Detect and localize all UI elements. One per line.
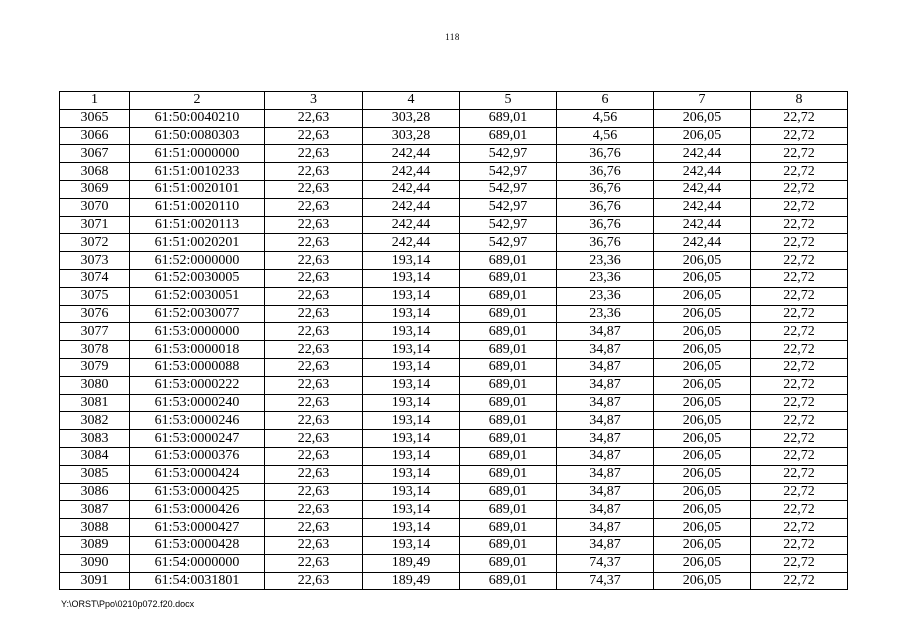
table-cell: 3075 [60, 287, 130, 305]
table-cell: 22,72 [751, 323, 848, 341]
table-cell: 193,14 [363, 501, 460, 519]
table-cell: 22,63 [265, 180, 363, 198]
table-cell: 34,87 [557, 358, 654, 376]
table-cell: 34,87 [557, 501, 654, 519]
table-cell: 3076 [60, 305, 130, 323]
table-cell: 689,01 [460, 305, 557, 323]
table-cell: 3071 [60, 216, 130, 234]
table-cell: 206,05 [654, 572, 751, 590]
table-cell: 689,01 [460, 341, 557, 359]
table-cell: 61:53:0000018 [130, 341, 265, 359]
table-cell: 22,72 [751, 341, 848, 359]
table-cell: 689,01 [460, 412, 557, 430]
table-cell: 542,97 [460, 234, 557, 252]
table-cell: 206,05 [654, 269, 751, 287]
table-cell: 22,72 [751, 465, 848, 483]
table-cell: 22,63 [265, 323, 363, 341]
table-cell: 3065 [60, 109, 130, 127]
table-row [60, 145, 848, 163]
table-cell: 193,14 [363, 323, 460, 341]
table-cell: 689,01 [460, 536, 557, 554]
table-cell: 3082 [60, 412, 130, 430]
table-cell: 3083 [60, 430, 130, 448]
table-cell: 3072 [60, 234, 130, 252]
table-cell: 689,01 [460, 430, 557, 448]
table-cell: 689,01 [460, 323, 557, 341]
table-cell: 22,63 [265, 163, 363, 181]
table-cell: 206,05 [654, 358, 751, 376]
table-cell: 61:51:0020110 [130, 198, 265, 216]
table-cell: 22,63 [265, 145, 363, 163]
table-cell: 61:53:0000000 [130, 323, 265, 341]
table-cell: 3069 [60, 180, 130, 198]
table-cell: 189,49 [363, 554, 460, 572]
table-cell: 3091 [60, 572, 130, 590]
table-cell: 193,14 [363, 412, 460, 430]
table-cell: 193,14 [363, 394, 460, 412]
page-number: 118 [445, 32, 460, 42]
table-row [60, 180, 848, 198]
table-cell: 61:53:0000247 [130, 430, 265, 448]
table-cell: 3087 [60, 501, 130, 519]
table-row [60, 269, 848, 287]
table-cell: 22,72 [751, 180, 848, 198]
table-cell: 3077 [60, 323, 130, 341]
table-cell: 36,76 [557, 163, 654, 181]
table-cell: 61:53:0000426 [130, 501, 265, 519]
table-cell: 3089 [60, 536, 130, 554]
table-cell: 22,63 [265, 305, 363, 323]
table-cell: 193,14 [363, 269, 460, 287]
table-cell: 689,01 [460, 252, 557, 270]
table-cell: 689,01 [460, 447, 557, 465]
column-header-6: 6 [557, 92, 654, 110]
table-cell: 22,63 [265, 483, 363, 501]
table-cell: 61:51:0000000 [130, 145, 265, 163]
table-row [60, 341, 848, 359]
table-row [60, 305, 848, 323]
table-row [60, 127, 848, 145]
table-cell: 689,01 [460, 287, 557, 305]
table-row [60, 376, 848, 394]
table-cell: 22,72 [751, 430, 848, 448]
table-cell: 61:54:0000000 [130, 554, 265, 572]
table-cell: 4,56 [557, 127, 654, 145]
table-cell: 689,01 [460, 376, 557, 394]
table-cell: 689,01 [460, 572, 557, 590]
table-cell: 22,63 [265, 287, 363, 305]
table-cell: 689,01 [460, 501, 557, 519]
table-cell: 193,14 [363, 376, 460, 394]
table-cell: 206,05 [654, 252, 751, 270]
table-row [60, 252, 848, 270]
table-cell: 542,97 [460, 180, 557, 198]
table-cell: 689,01 [460, 554, 557, 572]
table-cell: 22,63 [265, 376, 363, 394]
table-cell: 22,72 [751, 163, 848, 181]
table-cell: 206,05 [654, 554, 751, 572]
table-cell: 242,44 [363, 145, 460, 163]
table-row [60, 412, 848, 430]
table-cell: 3088 [60, 519, 130, 537]
table-cell: 193,14 [363, 483, 460, 501]
table-cell: 206,05 [654, 465, 751, 483]
table-row [60, 447, 848, 465]
table-cell: 206,05 [654, 430, 751, 448]
table-cell: 74,37 [557, 572, 654, 590]
table-cell: 22,63 [265, 198, 363, 216]
file-path-footer: Y:\ORST\Ppo\0210p072.f20.docx [61, 599, 195, 609]
table-cell: 542,97 [460, 216, 557, 234]
column-header-5: 5 [460, 92, 557, 110]
table-cell: 22,72 [751, 536, 848, 554]
table-cell: 22,63 [265, 109, 363, 127]
table-cell: 22,63 [265, 430, 363, 448]
table-cell: 193,14 [363, 447, 460, 465]
table-cell: 23,36 [557, 287, 654, 305]
table-cell: 689,01 [460, 109, 557, 127]
table-cell: 242,44 [363, 180, 460, 198]
table-row [60, 323, 848, 341]
table-row [60, 287, 848, 305]
table-cell: 22,72 [751, 376, 848, 394]
table-cell: 193,14 [363, 465, 460, 483]
table-cell: 193,14 [363, 358, 460, 376]
column-header-2: 2 [130, 92, 265, 110]
table-row [60, 501, 848, 519]
table-cell: 689,01 [460, 394, 557, 412]
table-cell: 34,87 [557, 519, 654, 537]
table-cell: 542,97 [460, 145, 557, 163]
table-cell: 206,05 [654, 127, 751, 145]
table-cell: 242,44 [363, 216, 460, 234]
table-cell: 193,14 [363, 252, 460, 270]
column-header-4: 4 [363, 92, 460, 110]
table-cell: 22,63 [265, 536, 363, 554]
table-cell: 61:52:0000000 [130, 252, 265, 270]
table-cell: 61:53:0000428 [130, 536, 265, 554]
table-cell: 242,44 [654, 234, 751, 252]
table-cell: 22,72 [751, 269, 848, 287]
table-cell: 34,87 [557, 341, 654, 359]
table-cell: 61:51:0010233 [130, 163, 265, 181]
table-cell: 34,87 [557, 536, 654, 554]
table-cell: 242,44 [654, 145, 751, 163]
table-row [60, 216, 848, 234]
table-cell: 3078 [60, 341, 130, 359]
table-cell: 193,14 [363, 519, 460, 537]
table-cell: 61:52:0030051 [130, 287, 265, 305]
table-row [60, 358, 848, 376]
table-cell: 36,76 [557, 180, 654, 198]
table-cell: 22,72 [751, 252, 848, 270]
table-cell: 22,72 [751, 394, 848, 412]
table-cell: 34,87 [557, 394, 654, 412]
table-cell: 3068 [60, 163, 130, 181]
table-cell: 61:53:0000424 [130, 465, 265, 483]
table-row [60, 572, 848, 590]
table-cell: 22,63 [265, 554, 363, 572]
table-cell: 22,72 [751, 447, 848, 465]
table-cell: 36,76 [557, 198, 654, 216]
table-cell: 189,49 [363, 572, 460, 590]
table-cell: 22,72 [751, 572, 848, 590]
table-cell: 61:54:0031801 [130, 572, 265, 590]
table-cell: 3074 [60, 269, 130, 287]
table-cell: 3073 [60, 252, 130, 270]
table-cell: 206,05 [654, 412, 751, 430]
table-cell: 206,05 [654, 501, 751, 519]
table-cell: 206,05 [654, 323, 751, 341]
table-cell: 61:51:0020101 [130, 180, 265, 198]
table-cell: 22,72 [751, 145, 848, 163]
table-row [60, 465, 848, 483]
table-cell: 3067 [60, 145, 130, 163]
table-cell: 242,44 [654, 163, 751, 181]
table-cell: 36,76 [557, 216, 654, 234]
table-cell: 689,01 [460, 269, 557, 287]
table-cell: 303,28 [363, 127, 460, 145]
table-cell: 22,72 [751, 234, 848, 252]
table-row [60, 554, 848, 572]
table-cell: 22,72 [751, 198, 848, 216]
table-cell: 61:51:0020113 [130, 216, 265, 234]
table-cell: 34,87 [557, 323, 654, 341]
table-cell: 61:52:0030077 [130, 305, 265, 323]
table-cell: 74,37 [557, 554, 654, 572]
table-cell: 22,63 [265, 252, 363, 270]
table-cell: 242,44 [654, 198, 751, 216]
table-cell: 34,87 [557, 412, 654, 430]
data-table [59, 91, 848, 590]
table-cell: 689,01 [460, 465, 557, 483]
table-cell: 22,72 [751, 501, 848, 519]
table-cell: 193,14 [363, 341, 460, 359]
table-cell: 206,05 [654, 519, 751, 537]
table-cell: 193,14 [363, 430, 460, 448]
table-cell: 22,63 [265, 216, 363, 234]
table-cell: 689,01 [460, 358, 557, 376]
table-cell: 22,63 [265, 358, 363, 376]
table-cell: 23,36 [557, 252, 654, 270]
table-cell: 61:53:0000427 [130, 519, 265, 537]
table-cell: 34,87 [557, 430, 654, 448]
table-header [60, 92, 848, 110]
table-cell: 61:52:0030005 [130, 269, 265, 287]
table-row [60, 109, 848, 127]
table-cell: 303,28 [363, 109, 460, 127]
table-row [60, 234, 848, 252]
table-cell: 22,72 [751, 216, 848, 234]
table-cell: 23,36 [557, 269, 654, 287]
table-cell: 3090 [60, 554, 130, 572]
table-cell: 22,63 [265, 269, 363, 287]
table-cell: 22,63 [265, 412, 363, 430]
table-cell: 22,72 [751, 358, 848, 376]
table-cell: 542,97 [460, 163, 557, 181]
table-cell: 689,01 [460, 483, 557, 501]
table-cell: 22,63 [265, 465, 363, 483]
table-cell: 22,72 [751, 127, 848, 145]
table-cell: 3086 [60, 483, 130, 501]
table-cell: 206,05 [654, 536, 751, 554]
table-cell: 22,72 [751, 483, 848, 501]
table-cell: 193,14 [363, 287, 460, 305]
table-cell: 22,72 [751, 287, 848, 305]
header-row [60, 92, 848, 110]
table-cell: 206,05 [654, 447, 751, 465]
column-header-3: 3 [265, 92, 363, 110]
table-cell: 3070 [60, 198, 130, 216]
table-cell: 242,44 [363, 234, 460, 252]
column-header-7: 7 [654, 92, 751, 110]
table-cell: 61:50:0080303 [130, 127, 265, 145]
table-cell: 206,05 [654, 287, 751, 305]
table-cell: 23,36 [557, 305, 654, 323]
table-cell: 242,44 [363, 198, 460, 216]
table-cell: 242,44 [654, 180, 751, 198]
table-row [60, 519, 848, 537]
table-cell: 34,87 [557, 376, 654, 394]
table-body [60, 109, 848, 590]
table-cell: 4,56 [557, 109, 654, 127]
table-cell: 61:51:0020201 [130, 234, 265, 252]
table-cell: 61:53:0000376 [130, 447, 265, 465]
table-cell: 193,14 [363, 536, 460, 554]
table-cell: 206,05 [654, 341, 751, 359]
table-cell: 34,87 [557, 483, 654, 501]
table-cell: 61:53:0000425 [130, 483, 265, 501]
table-cell: 34,87 [557, 465, 654, 483]
table-cell: 3081 [60, 394, 130, 412]
table-cell: 242,44 [654, 216, 751, 234]
table-cell: 3079 [60, 358, 130, 376]
table-cell: 22,72 [751, 305, 848, 323]
table-cell: 22,63 [265, 341, 363, 359]
table-cell: 22,72 [751, 519, 848, 537]
table-cell: 206,05 [654, 483, 751, 501]
table-cell: 689,01 [460, 127, 557, 145]
table-cell: 206,05 [654, 394, 751, 412]
table-cell: 61:53:0000088 [130, 358, 265, 376]
table-cell: 61:53:0000246 [130, 412, 265, 430]
table-cell: 193,14 [363, 305, 460, 323]
table-cell: 61:53:0000222 [130, 376, 265, 394]
table-cell: 242,44 [363, 163, 460, 181]
table-cell: 22,63 [265, 234, 363, 252]
table-cell: 34,87 [557, 447, 654, 465]
table-cell: 3084 [60, 447, 130, 465]
table-cell: 22,63 [265, 501, 363, 519]
table-cell: 61:53:0000240 [130, 394, 265, 412]
table-row [60, 430, 848, 448]
table-cell: 3085 [60, 465, 130, 483]
table-cell: 22,72 [751, 109, 848, 127]
table-row [60, 536, 848, 554]
table-cell: 3080 [60, 376, 130, 394]
table-row [60, 483, 848, 501]
column-header-1: 1 [60, 92, 130, 110]
table-row [60, 198, 848, 216]
column-header-8: 8 [751, 92, 848, 110]
table-cell: 22,63 [265, 447, 363, 465]
table-cell: 22,72 [751, 412, 848, 430]
table-cell: 22,63 [265, 572, 363, 590]
table-cell: 206,05 [654, 376, 751, 394]
table-cell: 36,76 [557, 145, 654, 163]
table-cell: 542,97 [460, 198, 557, 216]
table-cell: 689,01 [460, 519, 557, 537]
table-cell: 22,63 [265, 394, 363, 412]
table-cell: 22,63 [265, 519, 363, 537]
table-cell: 206,05 [654, 109, 751, 127]
table-row [60, 163, 848, 181]
table-cell: 36,76 [557, 234, 654, 252]
table-cell: 22,72 [751, 554, 848, 572]
table-cell: 206,05 [654, 305, 751, 323]
table-row [60, 394, 848, 412]
table-cell: 22,63 [265, 127, 363, 145]
table-cell: 3066 [60, 127, 130, 145]
table-cell: 61:50:0040210 [130, 109, 265, 127]
